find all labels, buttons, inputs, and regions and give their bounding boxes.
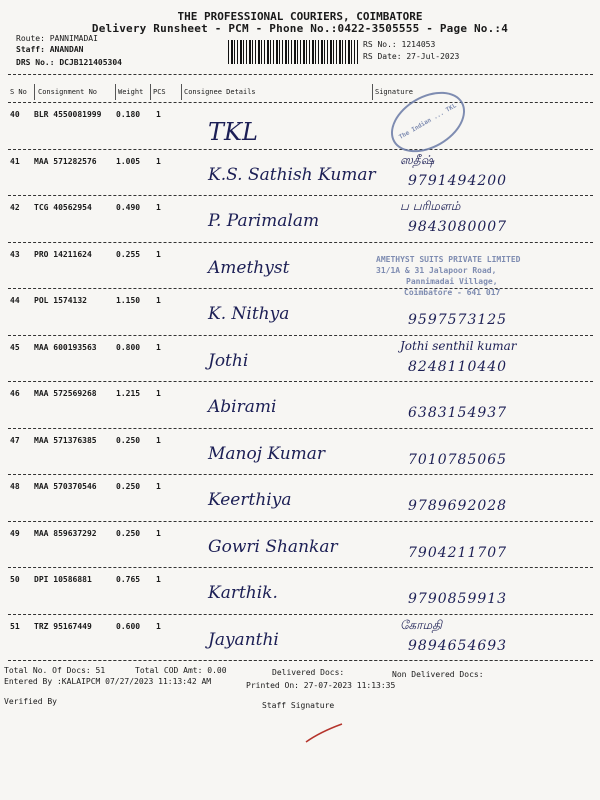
row-weight: 0.250 [116, 435, 141, 445]
drs-line [16, 58, 122, 67]
row-signature-handwritten: ப பரிமளம் [400, 199, 461, 213]
amethyst-stamp [376, 254, 576, 298]
printed-on: Printed On: 27-07-2023 11:13:35 [246, 681, 396, 690]
row-pcs: 1 [156, 110, 161, 119]
row-consignee-handwritten: Keerthiya [208, 490, 292, 510]
row-sno: 45 [10, 342, 20, 352]
row-sno: 48 [10, 482, 20, 491]
row-divider [8, 428, 593, 429]
row-consignment-no: TRZ 95167449 [34, 621, 92, 631]
row-phone-handwritten: 9790859913 [408, 591, 508, 607]
row-divider [8, 567, 593, 568]
table-row [8, 104, 593, 156]
total-docs: Total No. Of Docs: 51 [4, 666, 106, 675]
row-consignee-handwritten: Manoj Kumar [208, 443, 326, 464]
row-weight: 0.490 [116, 203, 141, 212]
row-consignment-no: MAA 571376385 [34, 435, 97, 445]
row-weight: 0.600 [116, 621, 141, 631]
table-row [8, 197, 593, 249]
row-phone-handwritten: 9894654693 [408, 637, 508, 654]
row-weight: 0.250 [116, 528, 141, 538]
row-pcs: 1 [156, 203, 161, 212]
row-signature-handwritten: கோமதி [400, 617, 442, 632]
row-phone-handwritten: 8248110440 [408, 358, 508, 375]
row-consignee-handwritten: TKL [208, 118, 258, 146]
col-divider [372, 84, 373, 100]
delivered-docs: Delivered Docs: [272, 668, 345, 677]
stamp-line: AMETHYST SUITS PRIVATE LIMITED [376, 255, 521, 264]
row-weight: 0.800 [116, 342, 141, 352]
row-divider [8, 149, 593, 150]
row-phone-handwritten: 9597573125 [408, 312, 508, 328]
row-pcs: 1 [156, 621, 161, 631]
row-sno: 41 [10, 156, 20, 166]
entered-by: Entered By :KALAIPCM 07/27/2023 11:13:42 AM [4, 677, 212, 686]
row-phone-handwritten: 7904211707 [408, 544, 508, 561]
route-line [16, 34, 98, 43]
rs-date-value: 27-Jul-2023 [406, 52, 460, 61]
row-sno: 49 [10, 528, 20, 538]
route-value: PANNIMADAI [49, 34, 98, 43]
staff-line [16, 45, 83, 54]
row-consignment-no: TCG 40562954 [34, 203, 92, 212]
total-cod: Total COD Amt: 0.00 [135, 666, 227, 675]
row-divider [8, 335, 593, 336]
col-sno: S No [10, 88, 27, 96]
row-consignee-handwritten: Abirami [208, 397, 277, 417]
row-weight: 1.150 [116, 296, 141, 305]
table-row [8, 569, 593, 621]
table-row [8, 523, 593, 575]
staff-signature-mark [300, 718, 350, 748]
row-divider [8, 381, 593, 382]
rs-no-line [363, 40, 435, 49]
row-consignment-no: DPI 10586881 [34, 575, 92, 584]
row-phone-handwritten: 9791494200 [408, 172, 508, 189]
row-phone-handwritten: 6383154937 [408, 405, 508, 421]
row-weight: 0.180 [116, 110, 141, 119]
row-sno: 44 [10, 296, 20, 305]
row-consignee-handwritten: K. Nithya [208, 304, 290, 324]
row-signature-handwritten: Jothi senthil kumar [400, 338, 517, 353]
col-signature: Signature [375, 88, 413, 96]
col-weight: Weight [118, 88, 144, 96]
row-pcs: 1 [156, 482, 161, 491]
row-sno: 42 [10, 203, 20, 212]
row-divider [8, 474, 593, 475]
row-consignee-handwritten: K.S. Sathish Kumar [208, 164, 376, 185]
col-consignee: Consignee Details [184, 88, 256, 96]
row-sno: 51 [10, 621, 20, 631]
row-pcs: 1 [156, 389, 161, 398]
row-consignment-no: MAA 571282576 [34, 156, 97, 166]
row-consignee-handwritten: Gowri Shankar [208, 536, 338, 557]
row-consignee-handwritten: P. Parimalam [208, 211, 320, 231]
row-consignment-no: MAA 570370546 [34, 482, 97, 491]
row-weight: 0.765 [116, 575, 141, 584]
company-name: THE PROFESSIONAL COURIERS, COIMBATORE [177, 10, 423, 23]
staff-signature-label: Staff Signature [262, 701, 335, 710]
col-divider [34, 84, 35, 100]
row-sno: 43 [10, 249, 20, 259]
row-pcs: 1 [156, 156, 161, 166]
row-weight: 0.255 [116, 249, 141, 259]
row-pcs: 1 [156, 296, 161, 305]
col-pcs: PCS [153, 88, 166, 96]
row-pcs: 1 [156, 342, 161, 352]
route-label: Route: [16, 34, 45, 43]
row-weight: 1.005 [116, 156, 141, 166]
staff-label: Staff: [16, 45, 45, 54]
barcode [228, 40, 358, 64]
staff-value: ANANDAN [49, 45, 84, 54]
row-sno: 47 [10, 435, 20, 445]
col-divider [150, 84, 151, 100]
row-pcs: 1 [156, 435, 161, 445]
row-consignment-no: PRO 14211624 [34, 249, 92, 259]
row-consignee-handwritten: Jayanthi [208, 629, 279, 650]
row-consignment-no: MAA 859637292 [34, 528, 97, 538]
row-consignee-handwritten: Amethyst [208, 257, 290, 278]
row-weight: 1.215 [116, 389, 141, 398]
row-consignment-no: MAA 600193563 [34, 342, 97, 352]
row-pcs: 1 [156, 249, 161, 259]
row-pcs: 1 [156, 528, 161, 538]
row-divider [8, 195, 593, 196]
row-pcs: 1 [156, 575, 161, 584]
row-consignee-handwritten: Jothi [208, 350, 249, 371]
row-consignment-no: POL 1574132 [34, 296, 87, 305]
round-stamp: The Indian ... TKL [380, 79, 475, 164]
non-delivered-docs: Non Delivered Docs: [392, 670, 484, 679]
row-divider [8, 521, 593, 522]
footer-divider [8, 660, 593, 661]
row-phone-handwritten: 9789692028 [408, 498, 508, 514]
row-consignment-no: BLR 4550081999 [34, 110, 102, 119]
runsheet-title: Delivery Runsheet - PCM - Phone No.:0422-3505555 - Page No.:4 [91, 22, 509, 35]
rs-date-line [363, 52, 459, 61]
header-divider-bottom [8, 102, 593, 103]
rs-no-label: RS No.: [363, 40, 397, 49]
row-divider [8, 614, 593, 615]
row-sno: 50 [10, 575, 20, 584]
col-divider [181, 84, 182, 100]
table-row [8, 430, 593, 482]
row-phone-handwritten: 9843080007 [408, 219, 508, 235]
col-consignment: Consignment No [38, 88, 98, 96]
stamp-line: Pannimadai Village, [406, 277, 498, 286]
row-phone-handwritten: 7010785065 [408, 451, 508, 468]
header-divider-top [8, 74, 593, 75]
table-row [8, 337, 593, 389]
drs-value: DCJB121405304 [59, 58, 122, 67]
col-divider [115, 84, 116, 100]
row-sno: 40 [10, 110, 20, 119]
verified-by: Verified By [4, 697, 57, 706]
rs-no-value: 1214053 [401, 40, 436, 49]
drs-label: DRS No.: [16, 58, 55, 67]
stamp-line: Coimbatore - 641 017 [404, 288, 501, 297]
table-row [8, 151, 593, 203]
row-sno: 46 [10, 389, 20, 398]
row-weight: 0.250 [116, 482, 141, 491]
stamp-line: 31/1A & 31 Jalapoor Road, [376, 266, 497, 275]
row-consignee-handwritten: Karthik. [208, 583, 278, 603]
row-divider [8, 242, 593, 243]
row-signature-handwritten: ஸதீஷ் [400, 152, 435, 167]
table-row [8, 383, 593, 435]
table-row [8, 476, 593, 528]
rs-date-label: RS Date: [363, 52, 402, 61]
row-consignment-no: MAA 572569268 [34, 389, 97, 398]
